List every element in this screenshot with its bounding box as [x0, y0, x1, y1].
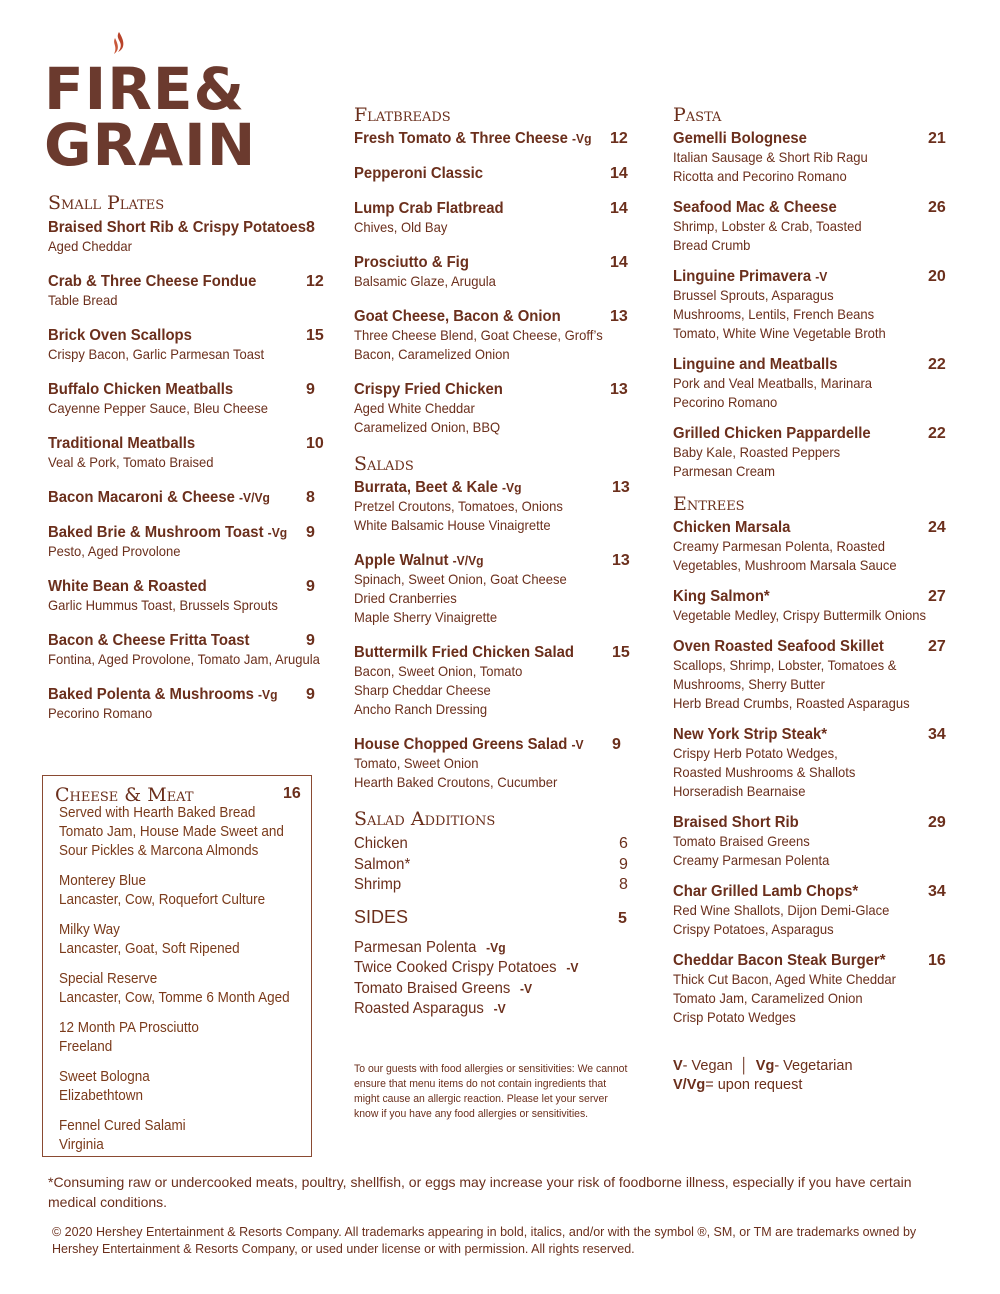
menu-item-name-text: House Chopped Greens Salad	[354, 736, 568, 753]
menu-item-price: 21	[928, 130, 946, 147]
menu-item-name-text: Apple Walnut	[354, 552, 449, 569]
foodborne-warning: *Consuming raw or undercooked meats, poultry, shellfish, or eggs may increase your risk of foodborne illness, especially if you have certain medical conditions.	[48, 1174, 912, 1210]
menu-item	[673, 424, 953, 481]
menu-item-name-text: Char Grilled Lamb Chops*	[673, 883, 859, 900]
menu-item-description: Pretzel Croutons, Tomatoes, Onions	[354, 498, 563, 514]
menu-item	[48, 631, 328, 669]
cheese-meat-item-name: Milky Way	[59, 922, 120, 938]
side-item	[354, 938, 624, 959]
menu-item-name	[48, 272, 308, 291]
cheese-meat-item	[59, 872, 307, 910]
menu-item-name-text: Linguine Primavera	[673, 268, 812, 285]
menu-item-name-text: Traditional Meatballs	[48, 435, 196, 452]
menu-item-price: 26	[928, 199, 946, 216]
cheese-meat-item-desc: Lancaster, Cow, Tomme 6 Month Aged	[59, 990, 290, 1006]
section-title-salad-additions: Salad Additions	[354, 808, 496, 830]
menu-item-price: 13	[612, 552, 630, 569]
cheese-meat-item-name: Monterey Blue	[59, 873, 146, 889]
menu-item-name	[354, 643, 624, 662]
menu-item-description: Roasted Mushrooms & Shallots	[673, 764, 856, 780]
menu-item-description: Maple Sherry Vinaigrette	[354, 609, 498, 625]
menu-item-name	[673, 198, 933, 217]
menu-item-name	[354, 253, 624, 272]
menu-item-name-text: Brick Oven Scallops	[48, 327, 192, 344]
cheese-meat-item-name: Special Reserve	[59, 971, 158, 987]
menu-item-price: 9	[306, 381, 315, 398]
menu-item-description: Crispy Herb Potato Wedges,	[673, 745, 838, 761]
side-item	[354, 979, 624, 1000]
addition-name: Salmon*	[354, 855, 411, 873]
menu-item-name-text: Braised Short Rib & Crispy Potatoes	[48, 219, 306, 236]
side-item-name: Twice Cooked Crispy Potatoes	[354, 959, 557, 976]
cheese-meat-item	[59, 1117, 307, 1155]
menu-item-name	[673, 813, 933, 832]
menu-item-price: 9	[612, 736, 621, 753]
menu-item-name	[48, 577, 308, 596]
menu-item-description: Hearth Baked Croutons, Cucumber	[354, 774, 558, 790]
cheese-meat-item-desc: Lancaster, Goat, Soft Ripened	[59, 941, 240, 957]
menu-item	[673, 267, 953, 343]
addition-item	[354, 855, 644, 876]
menu-item-description: Chives, Old Bay	[354, 219, 448, 235]
legend-vvg: V/Vg	[673, 1077, 706, 1093]
menu-item-description: Scallops, Shrimp, Lobster, Tomatoes &	[673, 657, 897, 673]
menu-item-price: 14	[610, 254, 628, 271]
menu-item-description: Pork and Veal Meatballs, Marinara	[673, 375, 873, 391]
menu-item-name	[673, 882, 933, 901]
menu-item-price: 16	[928, 952, 946, 969]
menu-item-description: Garlic Hummus Toast, Brussels Sprouts	[48, 597, 278, 613]
menu-item-price: 9	[306, 632, 315, 649]
diet-tag: -V	[493, 1001, 506, 1016]
menu-item	[673, 813, 953, 870]
menu-item-name	[354, 380, 624, 399]
menu-item-description: Italian Sausage & Short Rib Ragu	[673, 149, 868, 165]
menu-item-name-text: Oven Roasted Seafood Skillet	[673, 638, 884, 655]
menu-item-description: Thick Cut Bacon, Aged White Cheddar	[673, 971, 896, 987]
menu-item-price: 10	[306, 435, 324, 452]
menu-item-price: 27	[928, 588, 946, 605]
menu-item	[48, 326, 328, 364]
addition-item	[354, 875, 644, 896]
menu-item-price: 24	[928, 519, 946, 536]
section-title-pasta: Pasta	[673, 104, 722, 126]
menu-item-name-text: Linguine and Meatballs	[673, 356, 838, 373]
menu-item-price: 12	[610, 130, 628, 147]
addition-name: Shrimp	[354, 876, 402, 893]
menu-item-price: 12	[306, 273, 324, 290]
menu-item-name	[673, 355, 933, 374]
cheese-meat-intro: Tomato Jam, House Made Sweet and	[59, 824, 284, 840]
legend-separator: │	[739, 1058, 749, 1074]
menu-item-description: Brussel Sprouts, Asparagus	[673, 287, 834, 303]
cheese-meat-intro: Served with Hearth Baked Bread	[59, 805, 256, 821]
cheese-meat-item	[59, 970, 307, 1008]
menu-item-description: Pesto, Aged Provolone	[48, 543, 181, 559]
menu-item-name	[673, 129, 933, 148]
menu-item	[673, 587, 953, 625]
cheese-meat-price: 16	[283, 785, 301, 802]
diet-tag: -V	[520, 980, 533, 996]
cheese-meat-intro: Sour Pickles & Marcona Almonds	[59, 843, 259, 859]
menu-item-name	[354, 551, 624, 570]
menu-item-description: Aged Cheddar	[48, 238, 132, 254]
menu-item-price: 8	[306, 489, 315, 506]
menu-item-name	[48, 326, 308, 345]
menu-item-description: Dried Cranberries	[354, 590, 457, 606]
diet-tag: -V/Vg	[239, 490, 270, 505]
menu-item-price: 13	[610, 381, 628, 398]
menu-item	[354, 643, 644, 719]
menu-item-name-text: Lump Crab Flatbread	[354, 200, 504, 217]
menu-item-price: 13	[610, 308, 628, 325]
side-item-name: Tomato Braised Greens	[354, 979, 511, 997]
menu-item-name	[354, 307, 624, 326]
menu-item-description: Bacon, Caramelized Onion	[354, 346, 510, 362]
menu-item-name-text: Baked Brie & Mushroom Toast	[48, 524, 264, 541]
menu-item-name	[673, 951, 933, 970]
menu-item-name-text: Crispy Fried Chicken	[354, 381, 503, 398]
menu-item-name-text: White Bean & Roasted	[48, 578, 207, 595]
menu-item-name-text: Braised Short Rib	[673, 814, 799, 831]
menu-item-price: 15	[612, 644, 630, 661]
menu-item-description: Pecorino Romano	[673, 394, 778, 410]
menu-item	[354, 551, 644, 627]
sides-price: 5	[618, 909, 627, 927]
cheese-meat-item-desc: Lancaster, Cow, Roquefort Culture	[59, 892, 266, 908]
menu-item-description: Tomato Jam, Caramelized Onion	[673, 990, 863, 1006]
menu-item-name-text: Fresh Tomato & Three Cheese	[354, 130, 568, 147]
menu-item-name	[48, 488, 308, 507]
diet-legend	[673, 1057, 953, 1095]
menu-item-description: Tomato, White Wine Vegetable Broth	[673, 325, 886, 341]
menu-item-name	[354, 129, 624, 148]
menu-item-description: Caramelized Onion, BBQ	[354, 419, 501, 435]
menu-item-description: Shrimp, Lobster & Crab, Toasted	[673, 218, 862, 234]
diet-tag: -Vg	[572, 131, 592, 146]
menu-item-name-text: Prosciutto & Fig	[354, 254, 469, 271]
section-title-flatbreads: Flatbreads	[354, 104, 451, 126]
menu-item-price: 8	[306, 219, 315, 236]
side-item	[354, 999, 624, 1020]
menu-item	[354, 199, 644, 237]
side-item	[354, 958, 624, 979]
legend-vvg-text: = upon request	[705, 1077, 803, 1093]
menu-item	[48, 488, 328, 507]
side-item-name: Roasted Asparagus	[354, 1000, 484, 1017]
cheese-meat-item-name: Fennel Cured Salami	[59, 1118, 186, 1134]
diet-tag: -Vg	[502, 480, 522, 495]
logo-line-fire: FIRE&	[44, 55, 246, 123]
menu-item-price: 34	[928, 726, 946, 743]
menu-item-price: 14	[610, 165, 628, 182]
menu-item-price: 9	[306, 578, 315, 595]
addition-item	[354, 834, 644, 855]
menu-item-name-text: Baked Polenta & Mushrooms	[48, 686, 254, 703]
menu-item-name	[354, 735, 624, 754]
sides-header	[354, 904, 644, 932]
menu-item-description: Veal & Pork, Tomato Braised	[48, 454, 214, 470]
diet-tag: -V	[571, 737, 584, 752]
fire-and-grain-logo	[44, 26, 257, 179]
menu-item-name	[673, 637, 933, 656]
menu-item	[48, 434, 328, 472]
legend-v: V	[673, 1058, 683, 1074]
menu-item-price: 15	[306, 327, 324, 344]
menu-item	[354, 735, 644, 792]
menu-item-price: 20	[928, 268, 946, 285]
diet-tag: -Vg	[267, 525, 288, 540]
menu-item-name	[48, 218, 308, 237]
menu-item-description: Baby Kale, Roasted Peppers	[673, 444, 841, 460]
menu-item-name-text: New York Strip Steak*	[673, 726, 828, 743]
section-title-small-plates: Small Plates	[48, 192, 165, 214]
menu-item-description: Horseradish Bearnaise	[673, 783, 806, 799]
menu-item	[673, 951, 953, 1027]
menu-item-description: Vegetable Medley, Crispy Buttermilk Onions	[673, 607, 927, 623]
menu-item	[48, 523, 328, 561]
menu-item-name-text: Grilled Chicken Pappardelle	[673, 425, 871, 442]
cheese-meat-item-desc: Virginia	[59, 1137, 104, 1153]
menu-item-name	[48, 685, 308, 704]
diet-tag: -V	[815, 269, 828, 284]
menu-item-description: White Balsamic House Vinaigrette	[354, 517, 551, 533]
menu-item-description: Red Wine Shallots, Dijon Demi-Glace	[673, 902, 890, 918]
menu-item-description: Creamy Parmesan Polenta	[673, 852, 830, 868]
menu-item-name	[673, 518, 933, 537]
cheese-meat-item	[59, 921, 307, 959]
menu-item-name-text: Chicken Marsala	[673, 519, 791, 536]
menu-item-name	[48, 523, 308, 542]
menu-item	[354, 253, 644, 291]
menu-item-description: Mushrooms, Sherry Butter	[673, 676, 825, 692]
menu-item-name	[673, 725, 933, 744]
menu-item-name-text: Cheddar Bacon Steak Burger*	[673, 952, 886, 969]
menu-item-price: 34	[928, 883, 946, 900]
menu-item	[673, 198, 953, 255]
menu-item-description: Parmesan Cream	[673, 463, 776, 479]
menu-item-price: 14	[610, 200, 628, 217]
diet-tag: -V/Vg	[452, 553, 484, 568]
diet-tag: -V	[566, 960, 579, 975]
menu-item	[673, 882, 953, 939]
cheese-meat-item-desc: Freeland	[59, 1039, 113, 1055]
menu-item-name-text: Buttermilk Fried Chicken Salad	[354, 644, 574, 661]
menu-item-description: Ancho Ranch Dressing	[354, 701, 488, 717]
menu-item-name	[354, 478, 624, 497]
cheese-meat-item	[59, 1068, 307, 1106]
menu-item-description: Cayenne Pepper Sauce, Bleu Cheese	[48, 400, 269, 416]
menu-item-description: Table Bread	[48, 292, 118, 308]
addition-name: Chicken	[354, 835, 408, 852]
legend-vg-text: - Vegetarian	[774, 1058, 853, 1074]
menu-item-name-text: Buffalo Chicken Meatballs	[48, 381, 234, 398]
menu-item-description: Bacon, Sweet Onion, Tomato	[354, 663, 523, 679]
menu-item-description: Crisp Potato Wedges	[673, 1009, 796, 1025]
menu-item-name-text: Goat Cheese, Bacon & Onion	[354, 308, 561, 325]
menu-item-name-text: Gemelli Bolognese	[673, 130, 807, 147]
menu-item	[354, 307, 644, 364]
logo-line-grain: GRAIN	[44, 111, 257, 179]
menu-item	[48, 685, 328, 723]
menu-item-name	[673, 267, 933, 286]
section-title-entrees: Entrees	[673, 493, 745, 515]
addition-price: 9	[619, 855, 628, 873]
menu-item-description: Three Cheese Blend, Goat Cheese, Groff’s	[354, 327, 603, 343]
legend-v-text: - Vegan	[682, 1058, 733, 1074]
menu-item-description: Aged White Cheddar	[354, 400, 475, 416]
menu-item-name-text: King Salmon*	[673, 588, 770, 605]
cheese-meat-box	[42, 775, 312, 1157]
section-title-sides: SIDES	[354, 906, 409, 927]
copyright-notice: © 2020 Hershey Entertainment & Resorts Company. All trademarks appearing in bold, italics, and/or with the symbol ®, SM, or TM are trademarks owned by Hershey Entertainment & Resorts Company, or used under license or with permission. All rights reserved.	[52, 1225, 917, 1256]
section-title-cheese-meat: Cheese & Meat	[55, 784, 194, 806]
side-item-name: Parmesan Polenta	[354, 938, 477, 956]
menu-item-description: Vegetables, Mushroom Marsala Sauce	[673, 557, 897, 573]
cheese-meat-item-desc: Elizabethtown	[59, 1088, 143, 1104]
menu-item-name-text: Pepperoni Classic	[354, 165, 484, 182]
menu-item	[48, 577, 328, 615]
menu-item	[48, 218, 328, 256]
menu-item-name	[673, 424, 933, 443]
menu-item-description: Crispy Bacon, Garlic Parmesan Toast	[48, 346, 265, 362]
menu-item	[673, 637, 953, 713]
legend-vg: Vg	[755, 1058, 775, 1074]
menu-item-price: 9	[306, 524, 315, 541]
diet-tag: -Vg	[258, 687, 278, 702]
allergy-note: To our guests with food allergies or sensitivities: We cannot ensure that menu items do not contain ingredients that might cause an allergic reaction. Please let your server know if you have any food allergies or sensitivities.	[354, 1062, 628, 1120]
menu-item	[48, 380, 328, 418]
menu-item	[673, 725, 953, 801]
menu-item	[354, 129, 644, 148]
menu-item-price: 9	[306, 686, 315, 703]
menu-item	[673, 518, 953, 575]
section-title-salads: Salads	[354, 453, 414, 475]
menu-item	[673, 355, 953, 412]
menu-item-price: 22	[928, 425, 946, 442]
menu-item-price: 27	[928, 638, 946, 655]
menu-item	[354, 164, 644, 183]
menu-item-name	[48, 380, 308, 399]
menu-item-name-text: Bacon & Cheese Fritta Toast	[48, 632, 250, 649]
menu-item	[48, 272, 328, 310]
menu-item-description: Creamy Parmesan Polenta, Roasted	[673, 538, 886, 554]
menu-item-description: Bread Crumb	[673, 237, 751, 253]
menu-item	[354, 478, 644, 535]
menu-item-description: Mushrooms, Lentils, French Beans	[673, 306, 875, 322]
cheese-meat-item	[59, 1019, 307, 1057]
menu-item-name	[673, 587, 933, 606]
small-plates-section	[48, 192, 328, 739]
addition-price: 8	[619, 876, 628, 893]
menu-item-name	[354, 199, 624, 218]
menu-item-name-text: Burrata, Beet & Kale	[354, 479, 498, 496]
menu-item-description: Sharp Cheddar Cheese	[354, 682, 491, 698]
menu-item-description: Herb Bread Crumbs, Roasted Asparagus	[673, 695, 910, 711]
menu-item-description: Balsamic Glaze, Arugula	[354, 273, 496, 289]
middle-column	[354, 104, 644, 1122]
menu-item	[354, 380, 644, 437]
menu-item-price: 29	[928, 814, 946, 831]
menu-item-description: Spinach, Sweet Onion, Goat Cheese	[354, 571, 567, 587]
menu-item-description: Tomato Braised Greens	[673, 833, 810, 849]
menu-item-description: Ricotta and Pecorino Romano	[673, 168, 847, 184]
menu-item-description: Tomato, Sweet Onion	[354, 755, 479, 771]
menu-item-name	[48, 631, 308, 650]
diet-tag: -Vg	[486, 939, 506, 955]
cheese-meat-item-name: 12 Month PA Prosciutto	[59, 1020, 199, 1036]
menu-item-description: Pecorino Romano	[48, 705, 153, 721]
menu-item-name	[48, 434, 308, 453]
menu-item-name	[354, 164, 624, 183]
menu-item-price: 22	[928, 356, 946, 373]
menu-item-price: 13	[612, 479, 630, 496]
addition-price: 6	[619, 835, 628, 852]
menu-item-description: Fontina, Aged Provolone, Tomato Jam, Arugula	[48, 651, 320, 667]
right-column	[673, 104, 953, 1095]
menu-item-name-text: Seafood Mac & Cheese	[673, 199, 837, 216]
menu-item	[673, 129, 953, 186]
menu-item-description: Crispy Potatoes, Asparagus	[673, 921, 834, 937]
menu-item-name-text: Bacon Macaroni & Cheese	[48, 489, 235, 506]
cheese-meat-item-name: Sweet Bologna	[59, 1069, 150, 1085]
menu-item-name-text: Crab & Three Cheese Fondue	[48, 273, 257, 290]
